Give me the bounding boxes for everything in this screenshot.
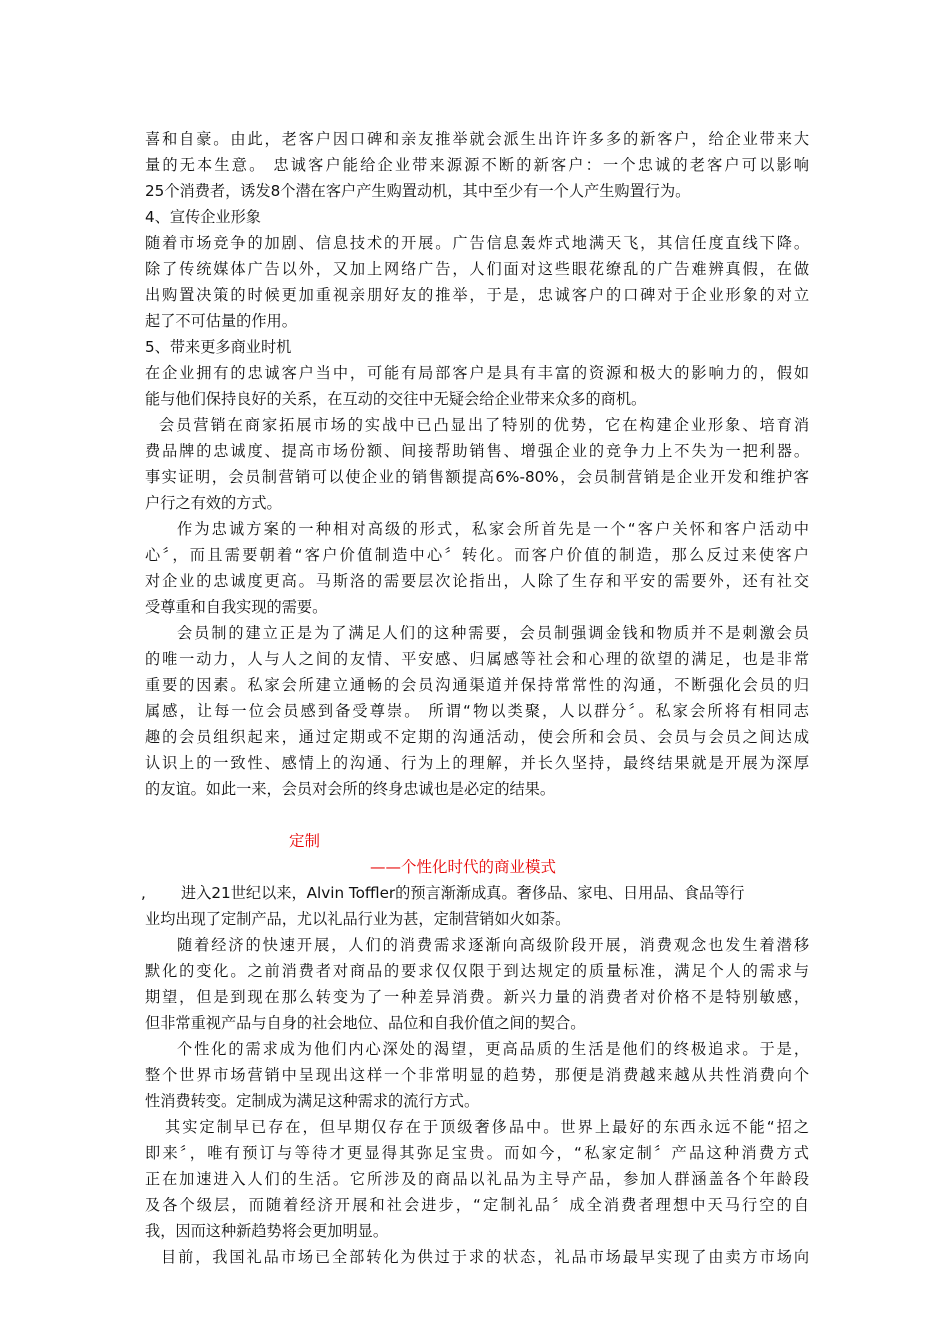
paragraph-line: 即来〞，唯有预订与等待才更显得其弥足宝贵。而如今，“私家定制〞产品这种消费方式 bbox=[145, 1144, 809, 1162]
article-subtitle: ——个性化时代的商业模式 bbox=[370, 858, 557, 876]
section-heading: 4、宣传企业形象 bbox=[145, 208, 261, 226]
paragraph-line: 费品牌的忠诚度、提高市场份额、间接帮助销售、增强企业的竞争力上不失为一把利器。 bbox=[145, 442, 809, 460]
stray-mark: , bbox=[141, 884, 146, 902]
paragraph-line: 出购置决策的时候更加重视亲朋好友的推举，于是，忠诚客户的口碑对于企业形象的对立 bbox=[145, 286, 809, 304]
paragraph-line: 随着经济的快速开展，人们的消费需求逐渐向高级阶段开展，消费观念也发生着潜移 bbox=[177, 936, 809, 954]
paragraph-line: 性消费转变。定制成为满足这种需求的流行方式。 bbox=[145, 1092, 480, 1110]
article-title: 定制 bbox=[289, 832, 321, 850]
paragraph-line: 的友谊。如此一来，会员对会所的终身忠诚也是必定的结果。 bbox=[145, 780, 556, 798]
paragraph-line: 其实定制早已存在，但早期仅存在于顶级奢侈品中。世界上最好的东西永远不能“招之 bbox=[165, 1118, 809, 1136]
paragraph-line: 重要的因素。私家会所建立通畅的会员沟通渠道并保持常常性的沟通，不断强化会员的归 bbox=[145, 676, 809, 694]
paragraph-line: 量的无本生意。 忠诚客户能给企业带来源源不断的新客户：一个忠诚的老客户可以影响 bbox=[145, 156, 809, 174]
document-body bbox=[141, 126, 809, 1270]
paragraph-line: 事实证明，会员制营销可以使企业的销售额提高6%-80%，会员制营销是企业开发和维护客 bbox=[145, 468, 809, 486]
paragraph-line: 个性化的需求成为他们内心深处的渴望，更高品质的生活是他们的终极追求。于是， bbox=[177, 1040, 809, 1058]
paragraph-line: 起了不可估量的作用。 bbox=[145, 312, 297, 330]
paragraph-line: 喜和自豪。由此，老客户因口碑和亲友推举就会派生出许许多多的新客户，给企业带来大 bbox=[145, 130, 809, 148]
paragraph-line bbox=[141, 880, 809, 906]
paragraph-line: 我，因而这种新趋势将会更加明显。 bbox=[145, 1222, 388, 1240]
paragraph-line: 25个消费者，诱发8个潜在客户产生购置动机，其中至少有一个人产生购置行为。 bbox=[145, 182, 691, 200]
paragraph-line: 受尊重和自我实现的需要。 bbox=[145, 598, 328, 616]
paragraph-line: 随着市场竞争的加剧、信息技术的开展。广告信息轰炸式地满天飞，其信任度直线下降。 bbox=[145, 234, 809, 252]
paragraph-line: 会员制的建立正是为了满足人们的这种需要，会员制强调金钱和物质并不是刺激会员 bbox=[177, 624, 809, 642]
paragraph-line-text: 进入21世纪以来，Alvin Toffler的预言渐渐成真。奢侈品、家电、日用品、食品等行 bbox=[181, 884, 745, 902]
paragraph-line: 除了传统媒体广告以外，又加上网络广告，人们面对这些眼花缭乱的广告难辨真假，在做 bbox=[145, 260, 809, 278]
paragraph-line: 作为忠诚方案的一种相对高级的形式，私家会所首先是一个“客户关怀和客户活动中 bbox=[177, 520, 809, 538]
paragraph-line: 整个世界市场营销中呈现出这样一个非常明显的趋势，那便是消费越来越从共性消费向个 bbox=[145, 1066, 809, 1084]
paragraph-line: 会员营销在商家拓展市场的实战中已凸显出了特别的优势，它在构建企业形象、培育消 bbox=[159, 416, 809, 434]
paragraph-line: 期望，但是到现在那么转变为了一种差异消费。新兴力量的消费者对价格不是特别敏感， bbox=[145, 988, 809, 1006]
paragraph-line: 业均出现了定制产品，尤以礼品行业为甚，定制营销如火如荼。 bbox=[145, 910, 571, 928]
paragraph-line: 及各个级层，而随着经济开展和社会进步，“定制礼品〞成全消费者理想中天马行空的自 bbox=[145, 1196, 809, 1214]
paragraph-line: 在企业拥有的忠诚客户当中，可能有局部客户是具有丰富的资源和极大的影响力的，假如 bbox=[145, 364, 809, 382]
spacer bbox=[145, 802, 809, 828]
paragraph-line: 认识上的一致性、感情上的沟通、行为上的理解，并长久坚持，最终结果就是开展为深厚 bbox=[145, 754, 809, 772]
paragraph-line: 能与他们保持良好的关系，在互动的交往中无疑会给企业带来众多的商机。 bbox=[145, 390, 647, 408]
paragraph-line: 属感，让每一位会员感到备受尊崇。 所谓“物以类聚，人以群分〞。私家会所将有相同志 bbox=[145, 702, 809, 720]
paragraph-line: 心〞，而且需要朝着“客户价值制造中心〞转化。而客户价值的制造，那么反过来使客户 bbox=[145, 546, 809, 564]
paragraph-line: 的唯一动力，人与人之间的友情、平安感、归属感等社会和心理的欲望的满足，也是非常 bbox=[145, 650, 809, 668]
paragraph-line: 默化的变化。之前消费者对商品的要求仅仅限于到达规定的质量标准，满足个人的需求与 bbox=[145, 962, 809, 980]
paragraph-line: 趣的会员组织起来，通过定期或不定期的沟通活动，使会所和会员、会员与会员之间达成 bbox=[145, 728, 809, 746]
paragraph-line: 目前，我国礼品市场已全部转化为供过于求的状态，礼品市场最早实现了由卖方市场向 bbox=[161, 1248, 809, 1266]
section-heading: 5、带来更多商业时机 bbox=[145, 338, 292, 356]
paragraph-line: 正在加速进入人们的生活。它所涉及的商品以礼品为主导产品，参加人群涵盖各个年龄段 bbox=[145, 1170, 809, 1188]
paragraph-line: 对企业的忠诚度更高。马斯洛的需要层次论指出，人除了生存和平安的需要外，还有社交 bbox=[145, 572, 809, 590]
paragraph-line: 但非常重视产品与自身的社会地位、品位和自我价值之间的契合。 bbox=[145, 1014, 586, 1032]
paragraph-line: 户行之有效的方式。 bbox=[145, 494, 282, 512]
